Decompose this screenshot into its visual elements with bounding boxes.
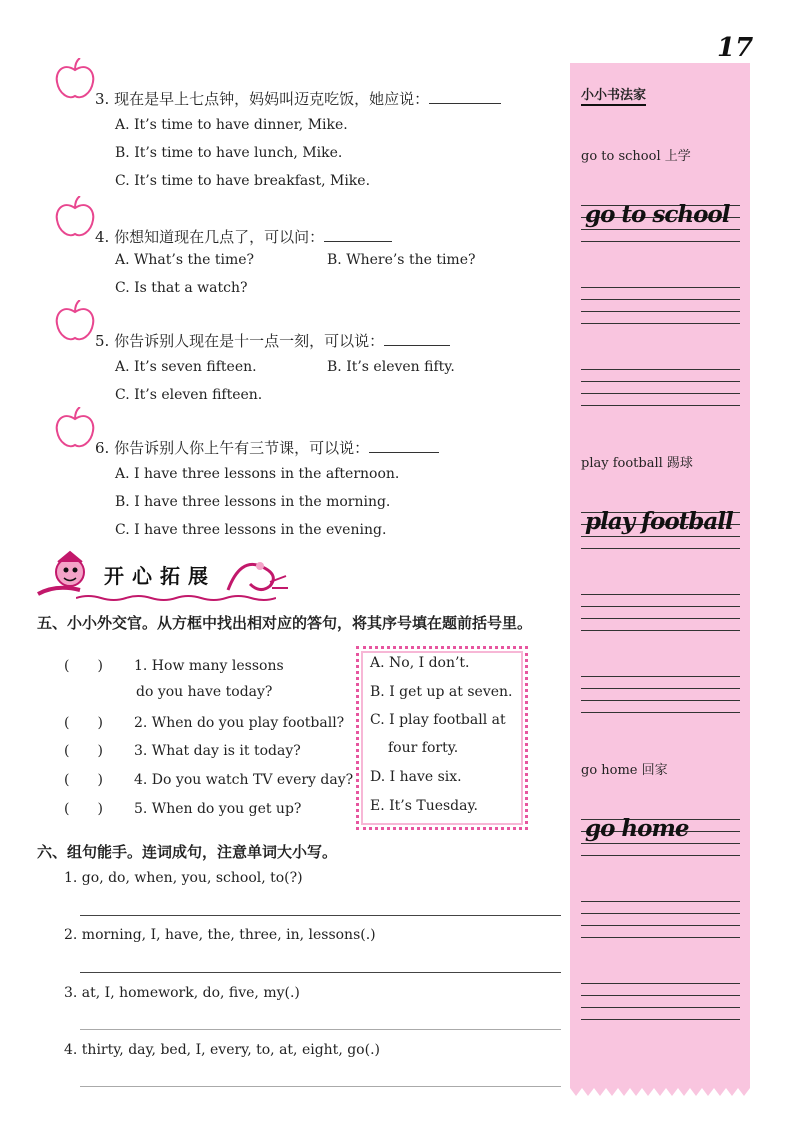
apple-icon bbox=[55, 300, 95, 342]
answer-line-4[interactable] bbox=[80, 1086, 561, 1087]
question-stem: 5. 你告诉别人现在是十一点一刻，可以说： bbox=[95, 332, 385, 350]
answer-parentheses[interactable]: ( ) bbox=[64, 772, 103, 788]
handwriting-lines[interactable] bbox=[581, 594, 740, 632]
match-question-1-cont bbox=[136, 684, 272, 700]
answer-line-3[interactable] bbox=[80, 1029, 561, 1030]
sentence-prompt-4: 4. thirty, day, bed, I, every, to, at, eight, go(.) bbox=[64, 1042, 380, 1058]
page-number: 17 bbox=[717, 33, 754, 63]
match-question-text: 4. Do you watch TV every day? bbox=[134, 772, 354, 788]
option: C. I have three lessons in the evening. bbox=[115, 522, 387, 538]
option: A. It’s time to have dinner, Mike. bbox=[115, 117, 348, 133]
calligraphy-sample: play football bbox=[585, 508, 733, 535]
sentence-prompt-3: 3. at, I, homework, do, five, my(.) bbox=[64, 985, 300, 1001]
answer-option: D. I have six. bbox=[370, 769, 462, 785]
option: C. Is that a watch? bbox=[115, 280, 248, 296]
question-stem: 3. 现在是早上七点钟，妈妈叫迈克吃饭，她应说： bbox=[95, 90, 430, 108]
answer-option: C. I play football at bbox=[370, 712, 506, 728]
match-question-text: 5. When do you get up? bbox=[134, 801, 302, 817]
option: A. What’s the time? bbox=[115, 252, 255, 268]
answer-line-2[interactable] bbox=[80, 972, 561, 973]
apple-icon bbox=[55, 407, 95, 449]
handwriting-lines bbox=[581, 508, 740, 550]
calligraphy-label: play football 踢球 bbox=[581, 456, 693, 471]
option: A. It’s seven fifteen. bbox=[115, 359, 257, 375]
handwriting-lines[interactable] bbox=[581, 287, 740, 325]
answer-option: four forty. bbox=[388, 740, 459, 756]
answer-blank[interactable] bbox=[384, 331, 450, 346]
option: B. It’s time to have lunch, Mike. bbox=[115, 145, 343, 161]
section-banner bbox=[36, 550, 296, 602]
answer-blank[interactable] bbox=[369, 438, 439, 453]
sentence-prompt-1: 1. go, do, when, you, school, to(?) bbox=[64, 870, 303, 886]
handwriting-lines[interactable] bbox=[581, 901, 740, 939]
option: A. I have three lessons in the afternoon. bbox=[115, 466, 400, 482]
calligraphy-label: go home 回家 bbox=[581, 763, 668, 778]
question-stem: 4. 你想知道现在几点了，可以问： bbox=[95, 228, 325, 246]
section-6-title: 六、组句能手。连词成句，注意单词大小写。 bbox=[37, 843, 338, 861]
handwriting-lines bbox=[581, 201, 740, 243]
handwriting-lines[interactable] bbox=[581, 369, 740, 407]
decorative-dragon-icon bbox=[220, 552, 290, 598]
match-question-1 bbox=[64, 655, 284, 675]
answer-parentheses[interactable]: ( ) bbox=[64, 743, 103, 759]
match-question-4 bbox=[64, 769, 353, 789]
banner-title: 开心拓展 bbox=[104, 564, 216, 588]
calligraphy-sample: go to school bbox=[585, 201, 730, 228]
answer-parentheses[interactable]: ( ) bbox=[64, 715, 103, 731]
match-question-text: 1. How many lessons bbox=[134, 658, 284, 674]
apple-icon bbox=[55, 58, 95, 100]
match-question-text: 2. When do you play football? bbox=[134, 715, 345, 731]
calligraphy-label: go to school 上学 bbox=[581, 149, 691, 164]
handwriting-lines bbox=[581, 815, 740, 857]
option: C. It’s eleven fifteen. bbox=[115, 387, 263, 403]
answer-parentheses[interactable]: ( ) bbox=[64, 801, 103, 817]
option: B. It’s eleven fifty. bbox=[327, 359, 455, 375]
sentence-prompt-2: 2. morning, I, have, the, three, in, lessons(.) bbox=[64, 927, 376, 943]
banner-underline bbox=[76, 594, 276, 602]
panel-zigzag-edge bbox=[570, 1078, 750, 1100]
match-question-text: 3. What day is it today? bbox=[134, 743, 301, 759]
cartoon-character-icon bbox=[36, 550, 98, 600]
match-question-text: do you have today? bbox=[136, 684, 273, 700]
match-question-5 bbox=[64, 798, 301, 818]
section-5-title: 五、小小外交官。从方框中找出相对应的答句，将其序号填在题前括号里。 bbox=[37, 614, 533, 632]
answer-line-1[interactable] bbox=[80, 915, 561, 916]
apple-icon bbox=[55, 196, 95, 238]
calligraphy-sample: go home bbox=[585, 815, 689, 842]
answer-option: B. I get up at seven. bbox=[370, 684, 513, 700]
question-stem: 6. 你告诉别人你上午有三节课，可以说： bbox=[95, 439, 370, 457]
option: B. Where’s the time? bbox=[327, 252, 476, 268]
answer-option: E. It’s Tuesday. bbox=[370, 798, 478, 814]
handwriting-lines[interactable] bbox=[581, 983, 740, 1021]
answer-blank[interactable] bbox=[324, 227, 392, 242]
calligraphy-title: 小小书法家 bbox=[581, 84, 646, 106]
option: C. It’s time to have breakfast, Mike. bbox=[115, 173, 371, 189]
handwriting-lines[interactable] bbox=[581, 676, 740, 714]
answer-option: A. No, I don’t. bbox=[370, 655, 470, 671]
option: B. I have three lessons in the morning. bbox=[115, 494, 391, 510]
answer-blank[interactable] bbox=[429, 89, 501, 104]
answer-parentheses[interactable]: ( ) bbox=[64, 658, 103, 674]
match-question-3 bbox=[64, 740, 301, 760]
match-question-2 bbox=[64, 712, 344, 732]
